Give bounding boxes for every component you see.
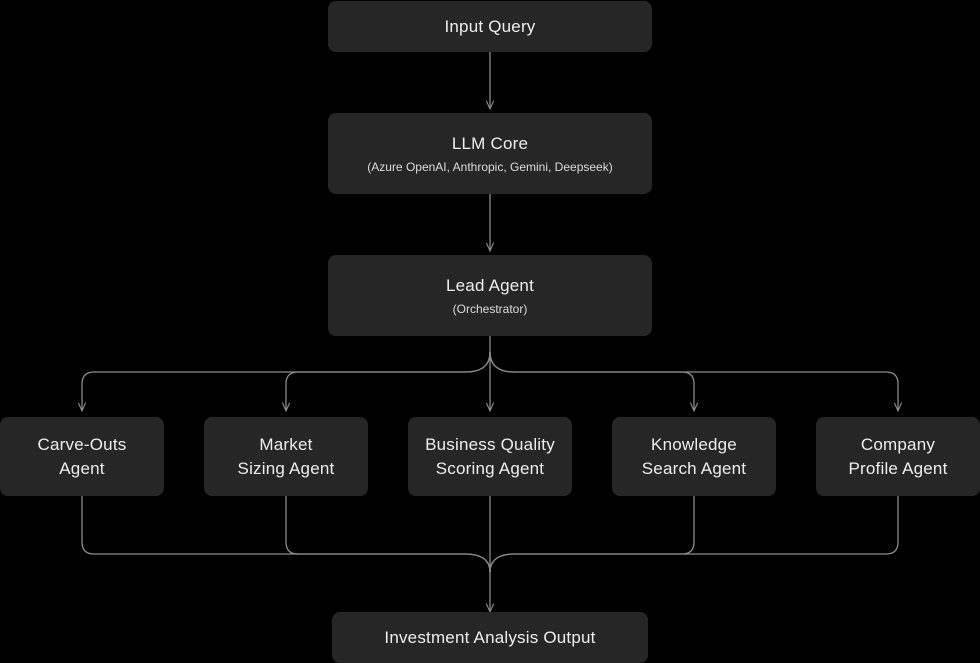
- node-agent-market-sizing-title: Market Sizing Agent: [237, 434, 335, 478]
- edge-agent-5-to-output: [490, 494, 898, 572]
- edge-lead-to-agent-4: [490, 352, 694, 410]
- node-input-query-title: Input Query: [444, 16, 536, 36]
- node-agent-company-profile[interactable]: [816, 417, 980, 496]
- edge-agent-1-to-output: [82, 494, 490, 572]
- node-agent-knowledge-search[interactable]: [612, 417, 776, 496]
- node-agent-knowledge-search-title: Knowledge Search Agent: [641, 434, 747, 478]
- node-agent-company-profile-title: Company Profile Agent: [848, 434, 948, 478]
- edge-lead-to-agent-1: [82, 352, 490, 410]
- node-agent-carve-outs-title: Carve-Outs Agent: [37, 434, 127, 478]
- node-lead-agent-title: Lead Agent: [445, 275, 535, 295]
- node-agent-business-quality-scoring[interactable]: [408, 417, 572, 496]
- node-llm-core-title: LLM Core: [451, 133, 529, 153]
- node-agent-carve-outs[interactable]: [0, 417, 164, 496]
- node-investment-analysis-output-title: Investment Analysis Output: [384, 627, 596, 647]
- node-input-query[interactable]: [328, 1, 652, 52]
- edge-agent-2-to-output: [286, 494, 490, 572]
- node-agent-market-sizing[interactable]: [204, 417, 368, 496]
- node-investment-analysis-output[interactable]: [332, 612, 648, 663]
- node-agent-business-quality-scoring-title: Business Quality Scoring Agent: [425, 434, 555, 478]
- node-llm-core[interactable]: [328, 113, 652, 194]
- edge-agent-4-to-output: [490, 494, 694, 572]
- node-lead-agent[interactable]: [328, 255, 652, 336]
- edge-lead-to-agent-5: [490, 352, 898, 410]
- edge-lead-to-agent-2: [286, 352, 490, 410]
- node-llm-core-subtitle: (Azure OpenAI, Anthropic, Gemini, Deepseek): [367, 159, 613, 174]
- node-lead-agent-subtitle: (Orchestrator): [452, 301, 528, 316]
